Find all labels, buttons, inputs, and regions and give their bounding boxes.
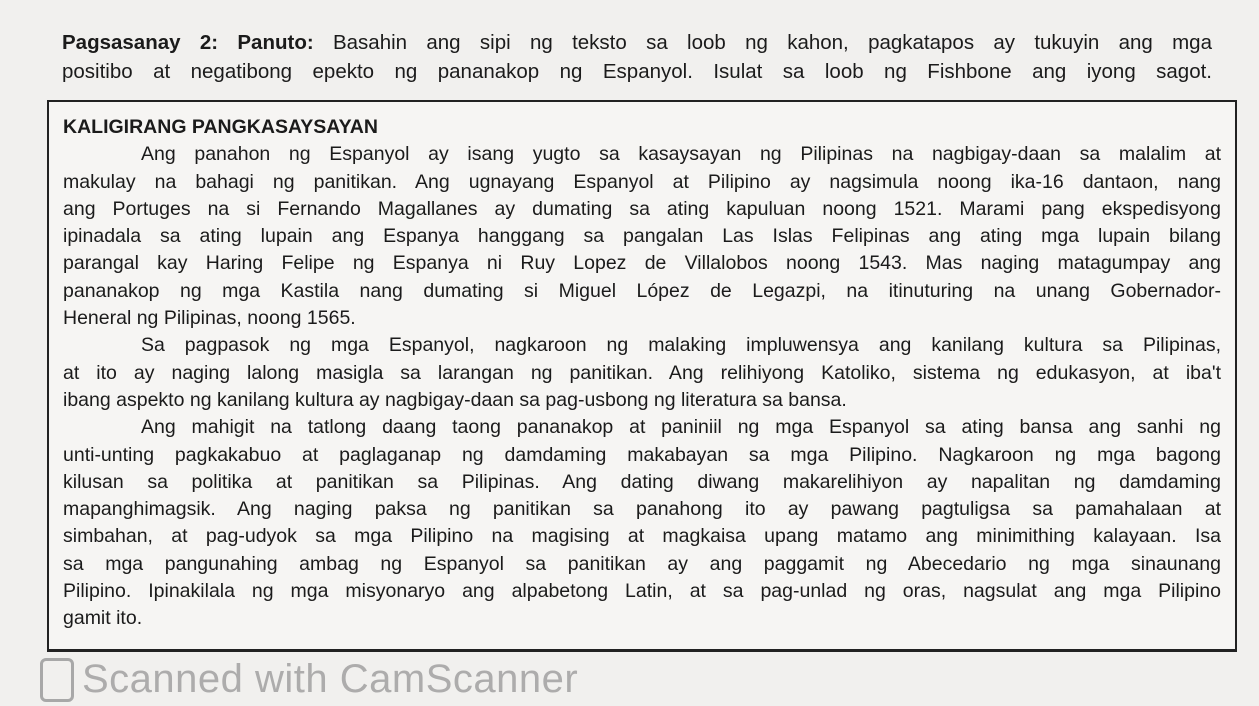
watermark: Scanned with CamScanner	[82, 657, 579, 701]
paragraph-line: ibang aspekto ng kanilang kultura ay nagbigay-daan sa pag-usbong ng literatura sa bansa.	[63, 388, 847, 411]
paragraph-line: makulay na bahagi ng panitikan. Ang ugnayang Espanyol at Pilipino ay nagsimula noong ika-16 dantaon, nang	[63, 170, 1221, 193]
paragraph-line: parangal kay Haring Felipe ng Espanya ni Ruy Lopez de Villalobos noong 1543. Mas naging matagumpay ang	[63, 252, 1221, 275]
paragraph-line: ang Portuges na si Fernando Magallanes ay dumating sa ating kapuluan noong 1521. Marami pang ekspedisyong	[63, 197, 1221, 220]
paragraph-line: Pilipino. Ipinakilala ng mga misyonaryo ang alpabetong Latin, at sa pag-unlad ng oras, nagsulat ang mga Pilipino	[63, 580, 1221, 603]
paragraph-line: Heneral ng Pilipinas, noong 1565.	[63, 307, 356, 330]
paragraph-line: unti-unting pagkakabuo at paglaganap ng damdaming makabayan sa mga Pilipino. Nagkaroon ng mga bagong	[63, 443, 1221, 466]
instruction	[62, 28, 1212, 86]
instruction-line-1	[62, 28, 1212, 57]
text-box	[47, 100, 1237, 652]
paragraph-line: mapanghimagsik. Ang naging paksa ng panitikan sa panahong ito ay pawang pagtuligsa sa pamahalaan at	[63, 498, 1221, 521]
paragraph-line: Ang mahigit na tatlong daang taong pananakop at paniniil ng mga Espanyol sa ating bansa ang sanhi ng	[141, 416, 1221, 439]
text-box-content	[63, 114, 1221, 633]
paragraph-line: kilusan sa politika at panitikan sa Pilipinas. Ang dating diwang makarelihiyon ay napalitan ng damdaming	[63, 470, 1221, 493]
paragraph-line: ipinadala sa ating lupain ang Espanya hanggang sa pangalan Las Islas Felipinas ang ating mga lupain bilang	[63, 225, 1221, 248]
paragraph-line: sa mga pangunahing ambag ng Espanyol sa panitikan ay ang paggamit ng Abecedario ng mga sinaunang	[63, 552, 1221, 575]
paragraph-line: Sa pagpasok ng mga Espanyol, nagkaroon ng malaking impluwensya ang kanilang kultura sa Pilipinas,	[141, 334, 1221, 357]
paragraph-line: Ang panahon ng Espanyol ay isang yugto sa kasaysayan ng Pilipinas na nagbigay-daan sa malalim at	[141, 143, 1221, 166]
paragraph-line: at ito ay naging lalong masigla sa larangan ng panitikan. Ang relihiyong Katoliko, sistema ng edukasyon, at iba't	[63, 361, 1221, 384]
instruction-text-1: Basahin ang sipi ng teksto sa loob ng kahon, pagkatapos ay tukuyin ang mga	[313, 31, 1212, 54]
box-heading: KALIGIRANG PANGKASAYSAYAN	[63, 116, 378, 138]
paragraph-line: gamit ito.	[63, 607, 143, 630]
instruction-line-2: positibo at negatibong epekto ng pananakop ng Espanyol. Isulat sa loob ng Fishbone ang iyong sagot.	[62, 60, 1212, 83]
instruction-label: Pagsasanay 2: Panuto:	[62, 31, 314, 54]
paragraph-line: simbahan, at pag-udyok sa mga Pilipino na magising at magkaisa upang matamo ang minimithing kalayaan. Isa	[63, 525, 1221, 548]
paragraph-line: pananakop ng mga Kastila nang dumating si Miguel López de Legazpi, na itinuturing na unang Gobernador-	[63, 279, 1221, 302]
camscanner-logo-icon	[40, 658, 74, 702]
